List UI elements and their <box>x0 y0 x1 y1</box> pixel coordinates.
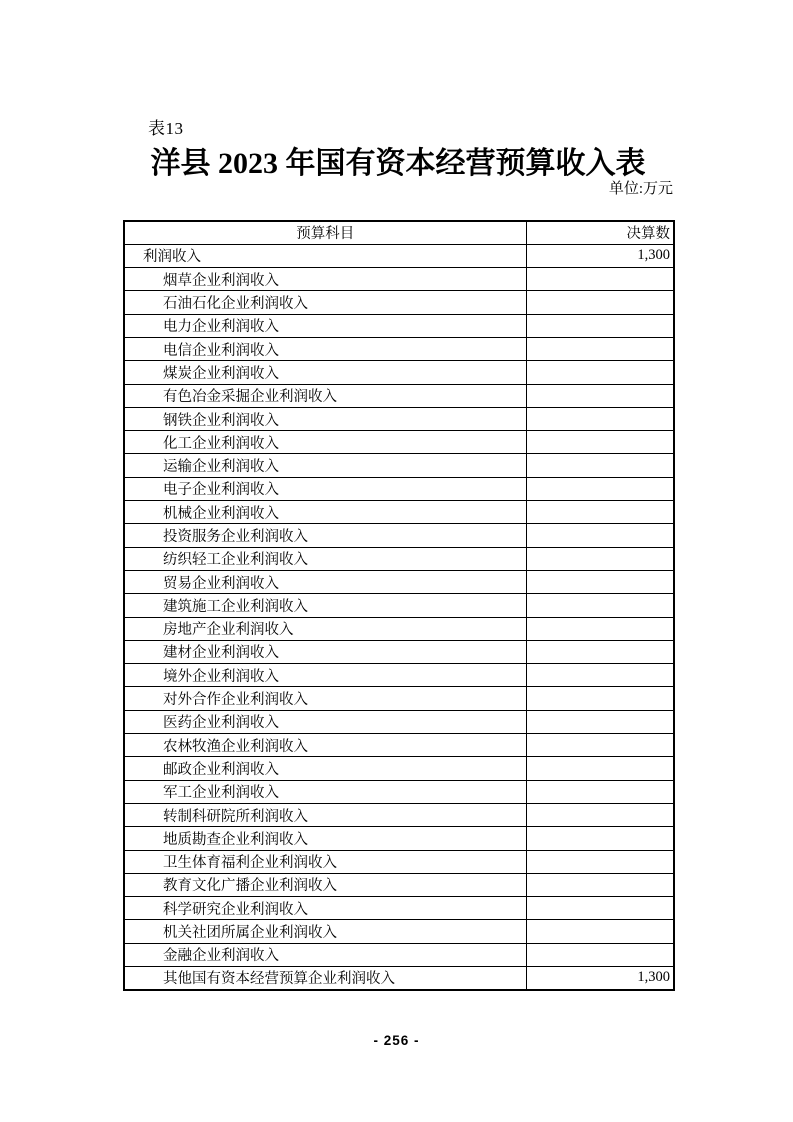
row-value <box>526 431 674 454</box>
table-row <box>124 687 674 710</box>
table-row <box>124 850 674 873</box>
row-value <box>526 943 674 966</box>
row-label: 运输企业利润收入 <box>124 454 526 477</box>
table-row <box>124 780 674 803</box>
row-label: 卫生体育福利企业利润收入 <box>124 850 526 873</box>
row-value <box>526 687 674 710</box>
row-label: 军工企业利润收入 <box>124 780 526 803</box>
row-label: 境外企业利润收入 <box>124 664 526 687</box>
row-value <box>526 384 674 407</box>
row-label: 有色冶金采掘企业利润收入 <box>124 384 526 407</box>
row-value <box>526 664 674 687</box>
row-label: 建筑施工企业利润收入 <box>124 594 526 617</box>
row-label: 房地产企业利润收入 <box>124 617 526 640</box>
row-label: 科学研究企业利润收入 <box>124 897 526 920</box>
row-value <box>526 780 674 803</box>
row-value <box>526 873 674 896</box>
table-row <box>124 337 674 360</box>
row-label: 转制科研院所利润收入 <box>124 803 526 826</box>
row-label: 化工企业利润收入 <box>124 431 526 454</box>
row-value <box>526 407 674 430</box>
row-label: 农林牧渔企业利润收入 <box>124 734 526 757</box>
table-row <box>124 873 674 896</box>
row-value <box>526 617 674 640</box>
row-label: 机关社团所属企业利润收入 <box>124 920 526 943</box>
row-value <box>526 757 674 780</box>
row-value <box>526 547 674 570</box>
table-row <box>124 291 674 314</box>
row-label: 机械企业利润收入 <box>124 501 526 524</box>
row-label: 利润收入 <box>124 244 526 267</box>
table-row <box>124 268 674 291</box>
row-label: 电信企业利润收入 <box>124 337 526 360</box>
row-label: 钢铁企业利润收入 <box>124 407 526 430</box>
row-label: 电力企业利润收入 <box>124 314 526 337</box>
table-row <box>124 244 674 267</box>
row-label: 电子企业利润收入 <box>124 477 526 500</box>
row-value <box>526 734 674 757</box>
row-value <box>526 640 674 663</box>
unit-label: 单位:万元 <box>608 181 673 197</box>
table-row <box>124 524 674 547</box>
column-header-subject: 预算科目 <box>124 221 526 244</box>
row-value <box>526 268 674 291</box>
table-row <box>124 501 674 524</box>
row-label: 石油石化企业利润收入 <box>124 291 526 314</box>
table-row <box>124 827 674 850</box>
row-value <box>526 454 674 477</box>
row-value <box>526 920 674 943</box>
table-body <box>124 244 674 990</box>
row-value <box>526 570 674 593</box>
table-row <box>124 897 674 920</box>
row-label: 建材企业利润收入 <box>124 640 526 663</box>
row-label: 贸易企业利润收入 <box>124 570 526 593</box>
table-header-row <box>124 221 674 244</box>
row-value: 1,300 <box>526 967 674 990</box>
row-value <box>526 827 674 850</box>
row-label: 烟草企业利润收入 <box>124 268 526 291</box>
table-row <box>124 943 674 966</box>
row-value <box>526 314 674 337</box>
table-row <box>124 407 674 430</box>
table-row <box>124 710 674 733</box>
table-row <box>124 664 674 687</box>
table-row <box>124 757 674 780</box>
row-label: 纺织轻工企业利润收入 <box>124 547 526 570</box>
table-row <box>124 967 674 990</box>
budget-revenue-table <box>123 220 675 991</box>
row-value <box>526 337 674 360</box>
table-row <box>124 384 674 407</box>
row-label: 医药企业利润收入 <box>124 710 526 733</box>
row-value: 1,300 <box>526 244 674 267</box>
table-row <box>124 920 674 943</box>
table-row <box>124 547 674 570</box>
row-value <box>526 501 674 524</box>
table-row <box>124 454 674 477</box>
column-header-amount: 决算数 <box>526 221 674 244</box>
row-value <box>526 897 674 920</box>
row-value <box>526 710 674 733</box>
row-label: 邮政企业利润收入 <box>124 757 526 780</box>
row-value <box>526 291 674 314</box>
table-row <box>124 617 674 640</box>
row-value <box>526 594 674 617</box>
row-value <box>526 850 674 873</box>
page-number: - 256 - <box>373 1033 420 1048</box>
row-value <box>526 803 674 826</box>
table-number-label: 表13 <box>148 119 184 138</box>
row-label: 地质勘查企业利润收入 <box>124 827 526 850</box>
table-row <box>124 361 674 384</box>
table-row <box>124 803 674 826</box>
row-value <box>526 524 674 547</box>
table-row <box>124 314 674 337</box>
table-row <box>124 477 674 500</box>
row-value <box>526 361 674 384</box>
table-row <box>124 594 674 617</box>
table-row <box>124 734 674 757</box>
page-title: 洋县 2023 年国有资本经营预算收入表 <box>150 147 646 180</box>
row-label: 其他国有资本经营预算企业利润收入 <box>124 967 526 990</box>
row-label: 投资服务企业利润收入 <box>124 524 526 547</box>
row-label: 金融企业利润收入 <box>124 943 526 966</box>
row-label: 对外合作企业利润收入 <box>124 687 526 710</box>
table-row <box>124 640 674 663</box>
table-row <box>124 431 674 454</box>
row-label: 煤炭企业利润收入 <box>124 361 526 384</box>
table-row <box>124 570 674 593</box>
row-value <box>526 477 674 500</box>
row-label: 教育文化广播企业利润收入 <box>124 873 526 896</box>
